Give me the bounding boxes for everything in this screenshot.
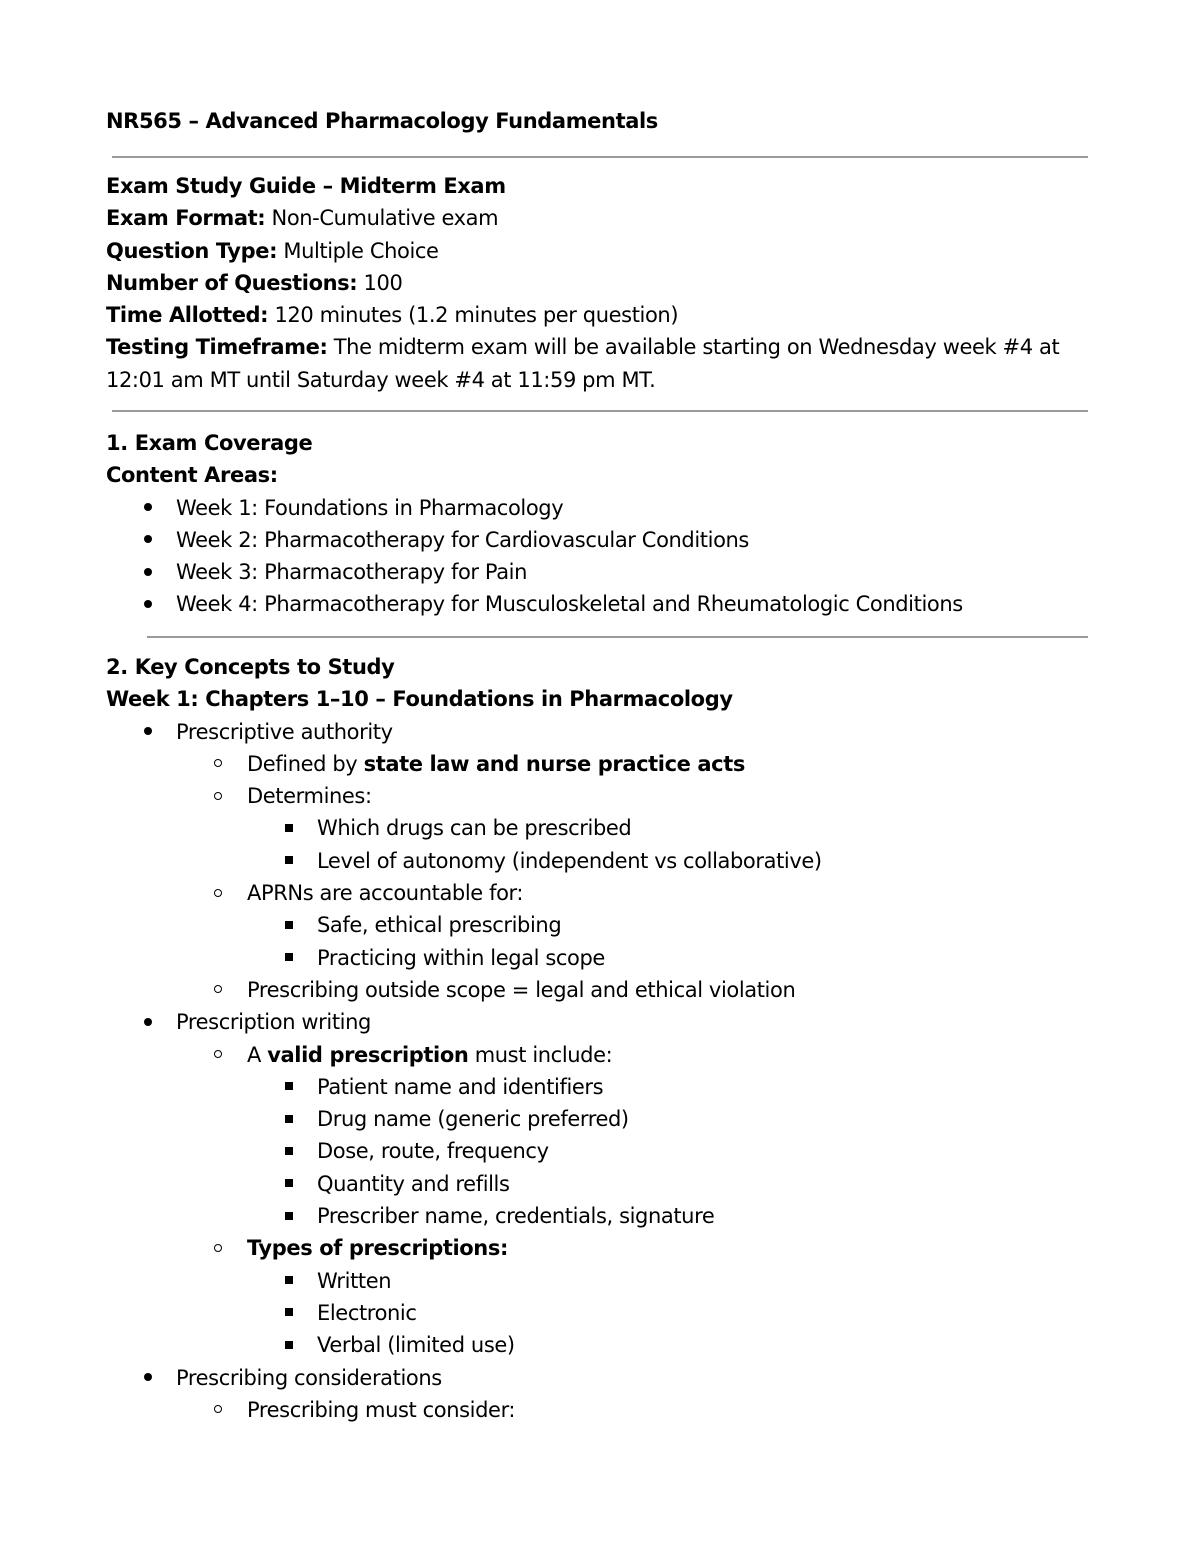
- list-item: Quantity and refills: [106, 1168, 1096, 1200]
- list-item: Practicing within legal scope: [106, 942, 1096, 974]
- divider-2: [112, 410, 1088, 412]
- list-item: Types of prescriptions:: [106, 1232, 1096, 1264]
- time-allotted-label: Time Allotted:: [106, 303, 269, 328]
- bullet-dot-icon: [138, 1006, 158, 1038]
- bullet-square-icon: [279, 1200, 299, 1232]
- list-item: Prescribing considerations: [106, 1362, 1096, 1394]
- bullet-square-icon: [279, 1297, 299, 1329]
- exam-format-label: Exam Format:: [106, 206, 266, 231]
- bullet-square-icon: [279, 845, 299, 877]
- num-questions-row: [106, 267, 1096, 299]
- list-item: Safe, ethical prescribing: [106, 909, 1096, 941]
- bullet-dot-icon: [138, 588, 158, 620]
- bullet-dot-icon: [138, 524, 158, 556]
- list-item: Verbal (limited use): [106, 1329, 1096, 1361]
- bullet-square-icon: [279, 1329, 299, 1361]
- list-item: Determines:: [106, 780, 1096, 812]
- time-allotted-value: 120 minutes (1.2 minutes per question): [268, 303, 679, 328]
- bullet-dot-icon: [138, 492, 158, 524]
- list-item: Written: [106, 1265, 1096, 1297]
- list-item: Prescribing must consider:: [106, 1394, 1096, 1426]
- key-concepts-section: [106, 651, 1096, 1426]
- num-questions-label: Number of Questions:: [106, 270, 358, 295]
- list-item: Week 3: Pharmacotherapy for Pain: [106, 556, 1096, 588]
- bullet-dot-icon: [138, 716, 158, 748]
- testing-timeframe-row: [106, 331, 1096, 396]
- list-item: Week 1: Foundations in Pharmacology: [106, 492, 1096, 524]
- list-item: Drug name (generic preferred): [106, 1103, 1096, 1135]
- bullet-dot-icon: [138, 1362, 158, 1394]
- list-item: Prescriber name, credentials, signature: [106, 1200, 1096, 1232]
- divider-3: [147, 636, 1088, 638]
- bullet-square-icon: [279, 942, 299, 974]
- bullet-circle-icon: [208, 974, 228, 1006]
- list-item: Week 2: Pharmacotherapy for Cardiovascular Conditions: [106, 524, 1096, 556]
- bullet-square-icon: [279, 1135, 299, 1167]
- content-areas-heading: Content Areas:: [106, 463, 278, 488]
- week1-heading: Week 1: Chapters 1–10 – Foundations in Pharmacology: [106, 687, 733, 712]
- bullet-square-icon: [279, 1071, 299, 1103]
- list-item: Which drugs can be prescribed: [106, 812, 1096, 844]
- bullet-square-icon: [279, 1103, 299, 1135]
- bullet-square-icon: [279, 1168, 299, 1200]
- bullet-square-icon: [279, 1265, 299, 1297]
- list-item: Patient name and identifiers: [106, 1071, 1096, 1103]
- guide-title: Exam Study Guide – Midterm Exam: [106, 174, 506, 198]
- bullet-circle-icon: [208, 1394, 228, 1426]
- exam-coverage-section: [106, 427, 1096, 621]
- list-item: Defined by state law and nurse practice acts: [106, 748, 1096, 780]
- list-item: Level of autonomy (independent vs collaborative): [106, 845, 1096, 877]
- bullet-dot-icon: [138, 556, 158, 588]
- exam-format-row: [106, 202, 1096, 234]
- list-item: A valid prescription must include:: [106, 1039, 1096, 1071]
- bullet-square-icon: [279, 812, 299, 844]
- list-item: Week 4: Pharmacotherapy for Musculoskeletal and Rheumatologic Conditions: [106, 588, 1096, 620]
- document-title: NR565 – Advanced Pharmacology Fundamentals: [106, 109, 658, 133]
- bullet-circle-icon: [208, 877, 228, 909]
- list-item: Dose, route, frequency: [106, 1135, 1096, 1167]
- list-item: Prescription writing: [106, 1006, 1096, 1038]
- divider-1: [112, 156, 1088, 158]
- list-item: Electronic: [106, 1297, 1096, 1329]
- question-type-value: Multiple Choice: [277, 238, 439, 263]
- testing-timeframe-label: Testing Timeframe:: [106, 335, 328, 360]
- testing-timeframe-value: The midterm exam will be available starting on Wednesday week #4 at 12:01 am MT until Saturday week #4 at 11:59 pm MT.: [106, 335, 1060, 392]
- bullet-square-icon: [279, 909, 299, 941]
- bullet-circle-icon: [208, 1232, 228, 1264]
- question-type-label: Question Type:: [106, 238, 278, 263]
- exam-info: [106, 170, 1096, 396]
- question-type-row: [106, 235, 1096, 267]
- key-concepts-heading: 2. Key Concepts to Study: [106, 655, 395, 679]
- exam-format-value: Non-Cumulative exam: [265, 206, 499, 231]
- list-item: Prescribing outside scope = legal and ethical violation: [106, 974, 1096, 1006]
- bullet-circle-icon: [208, 1039, 228, 1071]
- list-item: Prescriptive authority: [106, 716, 1096, 748]
- exam-coverage-heading: 1. Exam Coverage: [106, 431, 313, 455]
- bullet-circle-icon: [208, 780, 228, 812]
- bullet-circle-icon: [208, 748, 228, 780]
- num-questions-value: 100: [357, 270, 403, 295]
- list-item: APRNs are accountable for:: [106, 877, 1096, 909]
- time-allotted-row: [106, 299, 1096, 331]
